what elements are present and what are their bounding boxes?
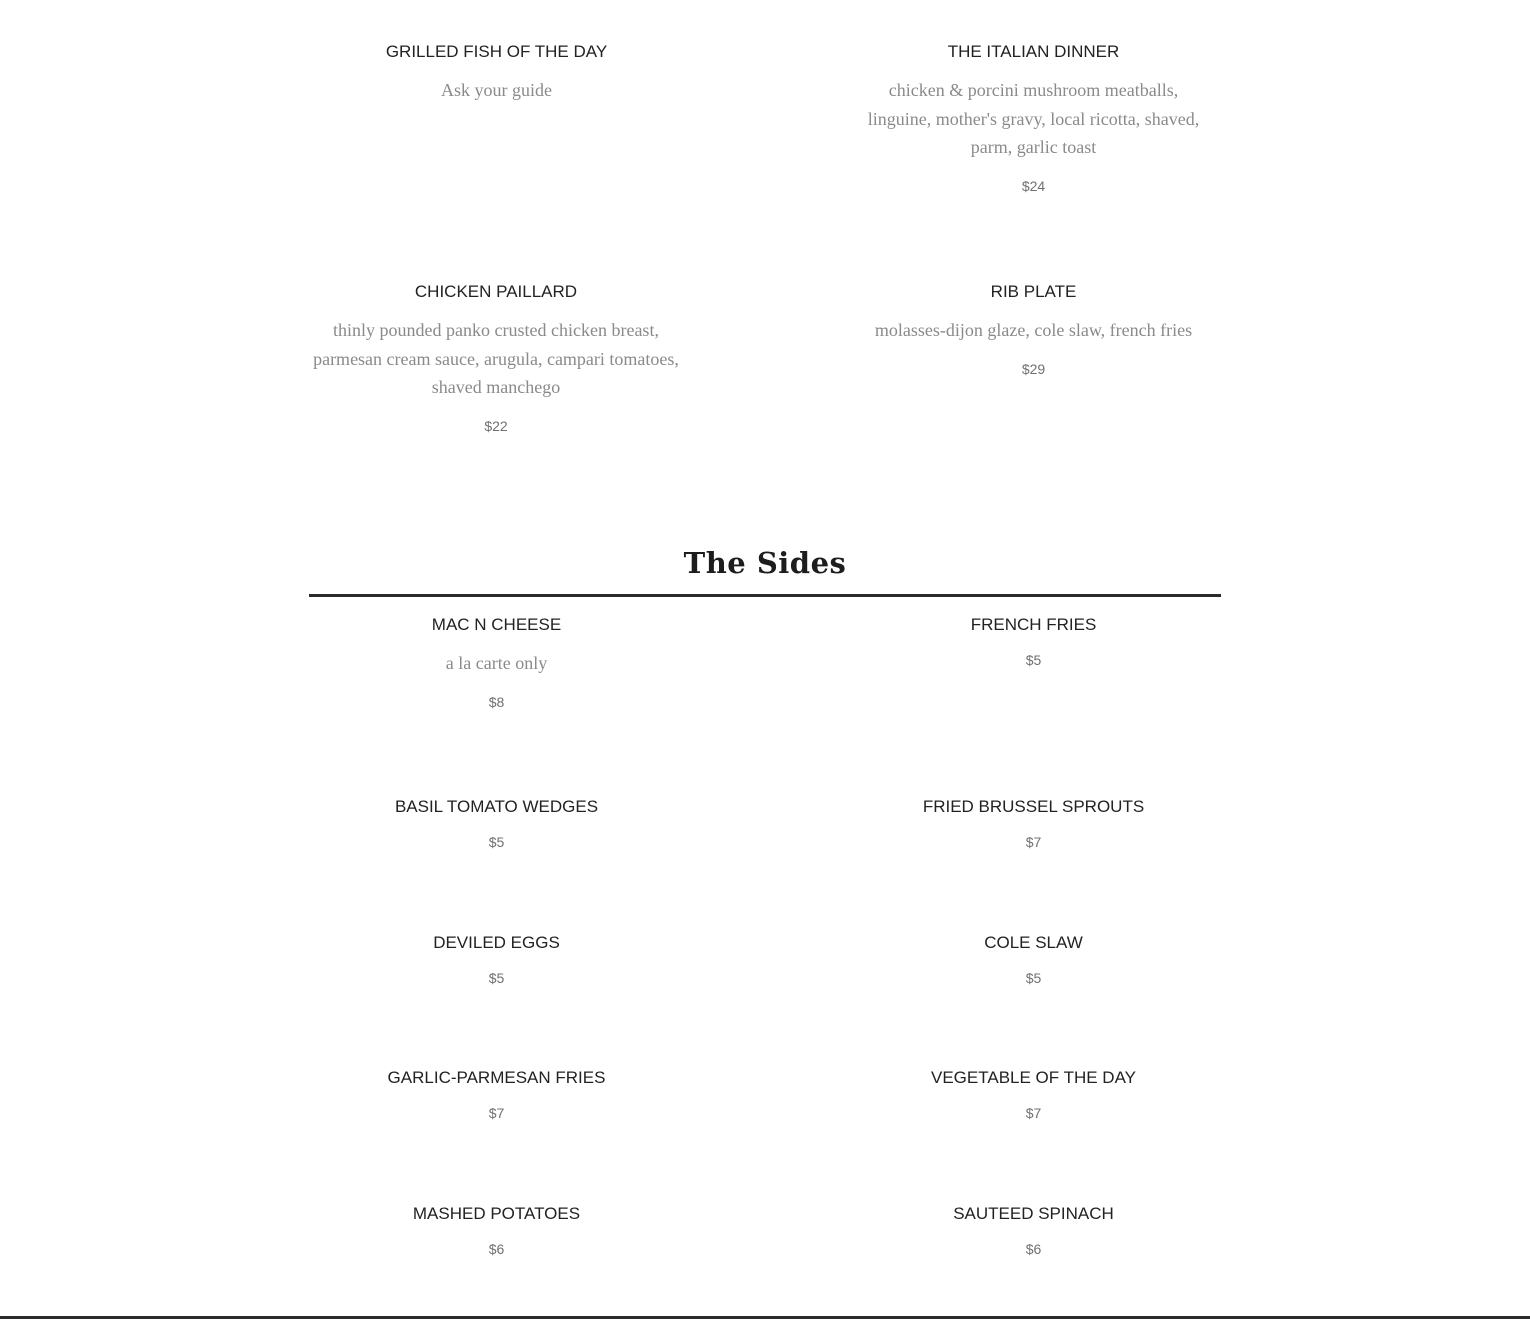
side-item-name: SAUTEED SPINACH [953,1204,1114,1223]
menu-item-price: $24 [1021,177,1046,194]
menu-item-rib-plate [846,281,1221,379]
menu-item-description: chicken & porcini mushroom meatballs, linguine, mother's gravy, local ricotta, shaved, parm, garlic toast [867,80,1200,157]
section-title: The Sides [683,546,847,580]
side-item-name: BASIL TOMATO WEDGES [394,797,599,816]
side-item-price: $8 [488,693,505,710]
side-item-name: FRIED BRUSSEL SPROUTS [922,797,1145,816]
side-item-vegetable-of-the-day [846,1067,1221,1123]
side-item-price: $5 [1025,970,1042,986]
side-item-name: VEGETABLE OF THE DAY [931,1068,1136,1087]
side-item-cole-slaw [846,932,1221,988]
side-item-mashed-potatoes [309,1203,684,1259]
side-item-name: FRENCH FRIES [970,615,1097,634]
menu-item-grilled-fish [309,41,684,105]
side-item-fried-brussel-sprouts [846,796,1221,852]
menu-item-chicken-paillard [311,281,681,436]
side-item-french-fries [846,614,1221,670]
side-item-name: MASHED POTATOES [412,1204,581,1223]
side-item-name: DEVILED EGGS [433,933,560,952]
side-item-price: $7 [1025,834,1042,850]
side-item-price: $7 [488,1105,505,1121]
side-item-price: $5 [1025,652,1042,668]
side-item-mac-n-cheese [309,614,684,712]
side-item-name: GARLIC-PARMESAN FRIES [387,1068,606,1087]
menu-item-price: $29 [1021,360,1046,377]
side-item-name: COLE SLAW [984,933,1083,952]
side-item-price: $5 [488,834,505,850]
side-item-price: $5 [488,970,505,986]
side-item-price: $6 [488,1241,505,1257]
side-item-description: a la carte only [445,653,548,673]
menu-item-italian-dinner [856,41,1211,196]
menu-item-description: molasses-dijon glaze, cole slaw, french fries [874,320,1193,340]
side-item-price: $7 [1025,1105,1042,1121]
menu-item-price: $22 [484,417,508,434]
section-divider [309,594,1221,597]
menu-item-name: GRILLED FISH OF THE DAY [385,42,608,61]
side-item-garlic-parmesan-fries [309,1067,684,1123]
side-item-deviled-eggs [309,932,684,988]
menu-item-name: THE ITALIAN DINNER [947,42,1120,61]
menu-item-name: RIB PLATE [990,282,1077,301]
side-item-basil-tomato-wedges [309,796,684,852]
menu-item-description: Ask your guide [441,80,552,100]
side-item-price: $6 [1025,1241,1042,1257]
side-item-sauteed-spinach [846,1203,1221,1259]
side-item-name: MAC N CHEESE [431,615,562,634]
menu-item-description: thinly pounded panko crusted chicken breast, parmesan cream sauce, arugula, campari tomatoes, shaved manchego [313,320,679,397]
menu-item-name: CHICKEN PAILLARD [414,282,578,301]
